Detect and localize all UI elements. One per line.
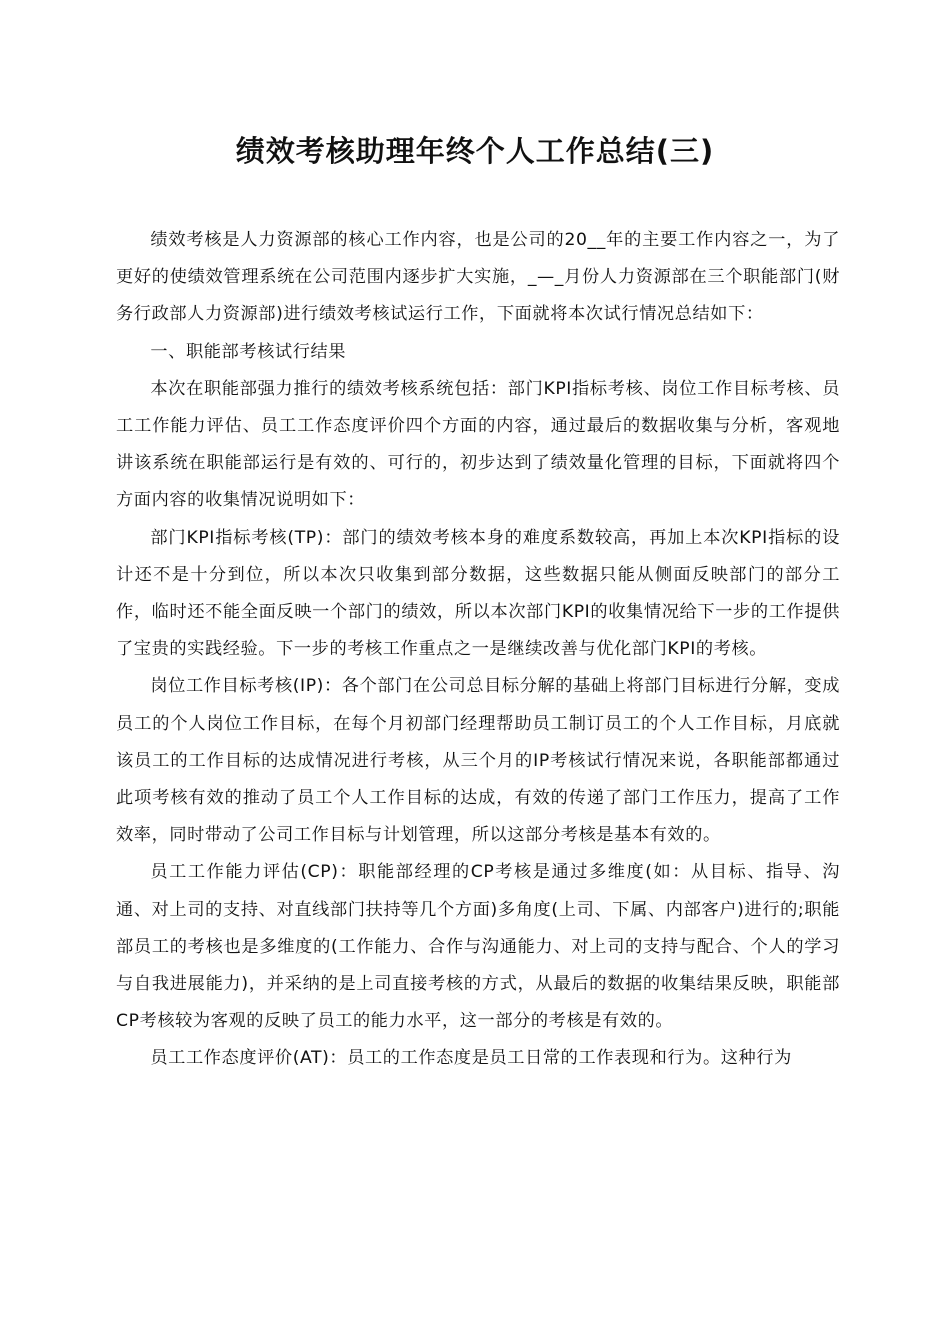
section-heading-1: 一、职能部考核试行结果 <box>150 341 347 362</box>
paragraph-system-overview: 本次在职能部强力推行的绩效考核系统包括：部门KPI指标考核、岗位工作目标考核、员工工作能力评估、员工工作态度评价四个方面的内容，通过最后的数据收集与分析，客观地讲该系统在职能部运行是有效的、可行的，初步达到了绩效量化管理的目标，下面就将四个方面内容的收集情况说明如下： <box>116 378 840 511</box>
paragraph-intro: 绩效考核是人力资源部的核心工作内容，也是公司的20__年的主要工作内容之一，为了更好的使绩效管理系统在公司范围内逐步扩大实施，_—_月份人力资源部在三个职能部门(财务行政部人力资源部)进行绩效考核试运行工作，下面就将本次试行情况总结如下： <box>116 230 840 325</box>
paragraph-at: 员工工作态度评价(AT)：员工的工作态度是员工日常的工作表现和行为。这种行为 <box>150 1048 792 1069</box>
paragraph-kpi: 部门KPI指标考核(TP)：部门的绩效考核本身的难度系数较高，再加上本次KPI指标的设计还不是十分到位，所以本次只收集到部分数据，这些数据只能从侧面反映部门的部分工作，临时还不能全面反映一个部门的绩效，所以本次部门KPI的收集情况给下一步的工作提供了宝贵的实践经验。下一步的考核工作重点之一是继续改善与优化部门KPI的考核。 <box>116 527 840 660</box>
paragraph-cp: 员工工作能力评估(CP)：职能部经理的CP考核是通过多维度(如：从目标、指导、沟通、对上司的支持、对直线部门扶持等几个方面)多角度(上司、下属、内部客户)进行的;职能部员工的考核也是多维度的(工作能力、合作与沟通能力、对上司的支持与配合、个人的学习与自我进展能力)，并采纳的是上司直接考核的方式，从最后的数据的收集结果反映，职能部CP考核较为客观的反映了员工的能力水平，这一部分的考核是有效的。 <box>116 862 840 1032</box>
document-title: 绩效考核助理年终个人工作总结(三) <box>235 134 715 168</box>
paragraph-ip: 岗位工作目标考核(IP)：各个部门在公司总目标分解的基础上将部门目标进行分解，变成员工的个人岗位工作目标，在每个月初部门经理帮助员工制订员工的个人工作目标，月底就该员工的工作目标的达成情况进行考核，从三个月的IP考核试行情况来说，各职能部都通过此项考核有效的推动了员工个人工作目标的达成，有效的传递了部门工作压力，提高了工作效率，同时带动了公司工作目标与计划管理，所以这部分考核是基本有效的。 <box>116 676 840 846</box>
document-body <box>116 222 840 1078</box>
